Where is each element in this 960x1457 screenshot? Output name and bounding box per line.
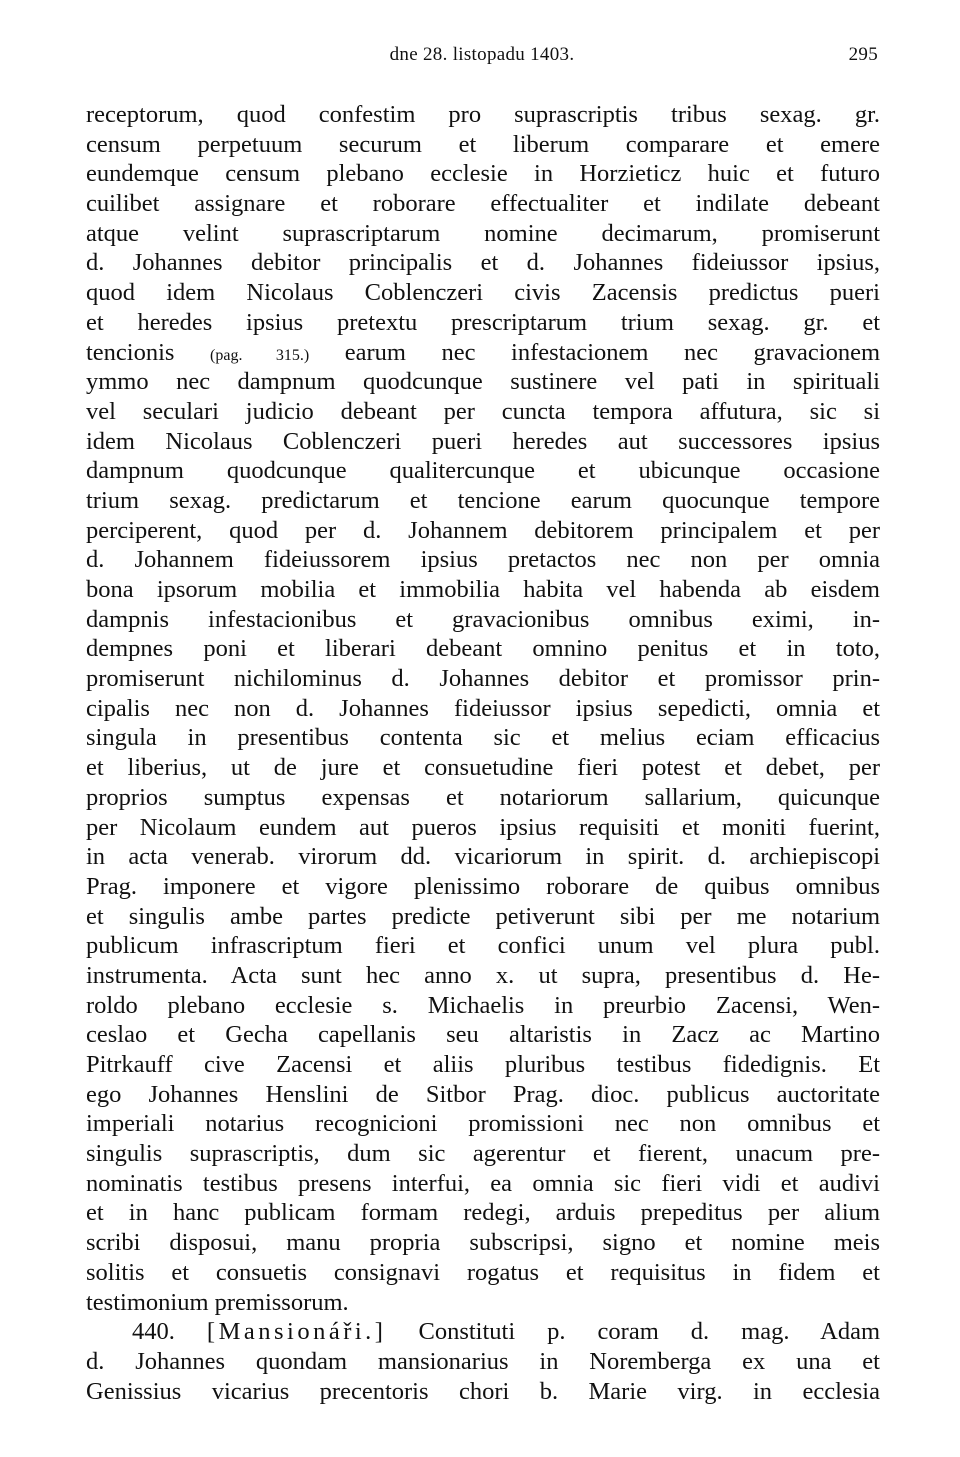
text-line: d. Johannem fideiussorem ipsius pretactos nec non per omnia bbox=[86, 546, 880, 574]
text-line: cipalis nec non d. Johannes fideiussor ipsius sepedicti, omnia et bbox=[86, 694, 880, 722]
text-line: vel seculari judicio debeant per cuncta tempora affutura, sic si bbox=[86, 397, 880, 425]
text-line: receptorum, quod confestim pro suprascriptis tribus sexag. gr. bbox=[86, 101, 880, 128]
text-line: publicum infrascriptum fieri et confici unum vel plura publ. bbox=[86, 932, 880, 960]
text-line: scribi disposui, manu propria subscripsi, signo et nomine meis bbox=[86, 1229, 880, 1257]
text-line: cuilibet assignare et roborare effectualiter et indilate debeant bbox=[86, 190, 880, 218]
text-line: et heredes ipsius pretextu prescriptarum trium sexag. gr. et bbox=[86, 308, 880, 336]
text-line: proprios sumptus expensas et notariorum sallarium, quicunque bbox=[86, 783, 880, 811]
running-title: dne 28. listopadu 1403. bbox=[389, 44, 575, 65]
text-line: promiserunt nichilominus d. Johannes debitor et promissor prin- bbox=[86, 665, 880, 693]
text-line: imperiali notarius recognicioni promissioni nec non omnibus et bbox=[86, 1110, 880, 1138]
text-line: et in hanc publicam formam redegi, arduis prepeditus per alium bbox=[86, 1199, 880, 1227]
text-line: idem Nicolaus Coblenczeri pueri heredes aut successores ipsius bbox=[86, 427, 880, 455]
text-line bbox=[86, 338, 880, 368]
entry-heading-line bbox=[86, 1317, 880, 1347]
text-line: instrumenta. Acta sunt hec anno x. ut supra, presentibus d. He- bbox=[86, 961, 880, 989]
text-line: trium sexag. predictarum et tencione earum quocunque tempore bbox=[86, 486, 880, 514]
text-line: d. Johannes quondam mansionarius in Noremberga ex una et bbox=[86, 1347, 880, 1375]
text-line: in acta venerab. virorum dd. vicariorum in spirit. d. archiepiscopi bbox=[86, 843, 880, 871]
entry-title: [Mansionáři.] bbox=[206, 1318, 387, 1346]
text-line: singula in presentibus contenta sic et melius eciam efficacius bbox=[86, 724, 880, 752]
text-line: eundemque censum plebano ecclesie in Horzieticz huic et futuro bbox=[86, 160, 880, 188]
entry-number: 440. bbox=[132, 1318, 175, 1346]
text-line: et liberius, ut de jure et consuetudine fieri potest et debet, per bbox=[86, 754, 880, 782]
text-line: dampnum quodcunque qualitercunque et ubicunque occasione bbox=[86, 457, 880, 485]
running-header bbox=[86, 44, 878, 68]
text-line: roldo plebano ecclesie s. Michaelis in preurbio Zacensi, Wen- bbox=[86, 991, 880, 1019]
text-line: per Nicolaum eundem aut pueros ipsius requisiti et moniti fuerint, bbox=[86, 813, 880, 841]
body-text bbox=[86, 100, 880, 1406]
text-line: solitis et consuetis consignavi rogatus et requisitus in fidem et bbox=[86, 1258, 880, 1286]
text-line: ymmo nec dampnum quodcunque sustinere vel pati in spirituali bbox=[86, 368, 880, 396]
text-line: testimonium premissorum. bbox=[86, 1288, 349, 1316]
text-line: quod idem Nicolaus Coblenczeri civis Zacensis predictus pueri bbox=[86, 279, 880, 307]
text-line: d. Johannes debitor principalis et d. Johannes fideiussor ipsius, bbox=[86, 249, 880, 277]
text-line: et singulis ambe partes predicte petiverunt sibi per me notarium bbox=[86, 902, 880, 930]
text-line: Pitrkauff cive Zacensi et aliis pluribus testibus fidedignis. Et bbox=[86, 1051, 880, 1078]
line-text: tencionis bbox=[86, 338, 175, 366]
text-line: nominatis testibus presens interfui, ea omnia sic fieri vidi et audivi bbox=[86, 1169, 880, 1197]
text-line: ego Johannes Henslini de Sitbor Prag. dioc. publicus auctoritate bbox=[86, 1080, 880, 1108]
line-text: Constituti p. coram d. mag. Adam bbox=[418, 1318, 881, 1346]
page-number: 295 bbox=[848, 44, 878, 65]
text-line: bona ipsorum mobilia et immobilia habita vel habenda ab eisdem bbox=[86, 576, 880, 603]
line-text: earum nec infestacionem nec gravacionem bbox=[344, 338, 881, 366]
text-line: singulis suprascriptis, dum sic agerentur et fierent, unacum pre- bbox=[86, 1140, 880, 1168]
text-line: dempnes poni et liberari debeant omnino penitus et in toto, bbox=[86, 635, 880, 663]
text-line: perciperent, quod per d. Johannem debitorem principalem et per bbox=[86, 516, 880, 544]
text-line: ceslao et Gecha capellanis seu altaristis in Zacz ac Martino bbox=[86, 1021, 880, 1049]
page-reference: (pag. 315.) bbox=[210, 346, 310, 364]
text-line: atque velint suprascriptarum nomine decimarum, promiserunt bbox=[86, 219, 880, 247]
text-line: Prag. imponere et vigore plenissimo roborare de quibus omnibus bbox=[86, 872, 880, 900]
text-line: Genissius vicarius precentoris chori b. Marie virg. in ecclesia bbox=[86, 1377, 880, 1405]
text-line: dampnis infestacionibus et gravacionibus omnibus eximi, in- bbox=[86, 605, 880, 633]
text-line: censum perpetuum securum et liberum comparare et emere bbox=[86, 130, 880, 158]
